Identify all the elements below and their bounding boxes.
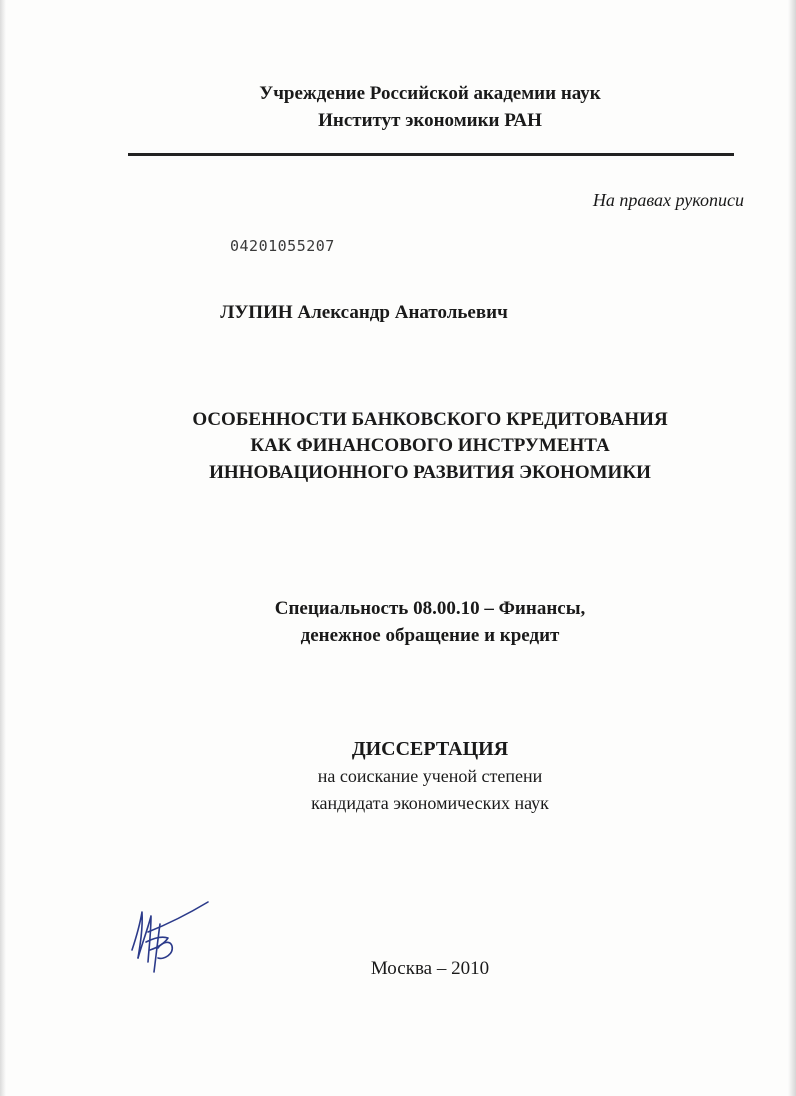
author-name: ЛУПИН Александр Анатольевич xyxy=(220,302,508,323)
scan-edge-right xyxy=(788,0,796,1096)
specialty-line: Специальность 08.00.10 – Финансы, xyxy=(274,598,586,619)
header-divider xyxy=(128,153,734,156)
title-line: ОСОБЕННОСТИ БАНКОВСКОГО КРЕДИТОВАНИЯ xyxy=(192,409,668,430)
registration-number: 04201055207 xyxy=(230,237,335,255)
document-type: ДИССЕРТАЦИЯ xyxy=(351,738,509,760)
institution-name: Учреждение Российской академии наук xyxy=(259,83,601,104)
degree-line: на соискание ученой степени xyxy=(317,766,543,786)
city-year: Москва – 2010 xyxy=(370,958,490,979)
scan-edge-left xyxy=(0,0,6,1096)
institute-name: Институт экономики РАН xyxy=(318,110,542,131)
manuscript-note: На правах рукописи xyxy=(592,190,744,210)
title-line: ИННОВАЦИОННОГО РАЗВИТИЯ ЭКОНОМИКИ xyxy=(209,462,651,483)
title-line: КАК ФИНАНСОВОГО ИНСТРУМЕНТА xyxy=(250,435,610,456)
degree-line: кандидата экономических наук xyxy=(311,793,549,813)
specialty-line: денежное обращение и кредит xyxy=(300,625,560,646)
